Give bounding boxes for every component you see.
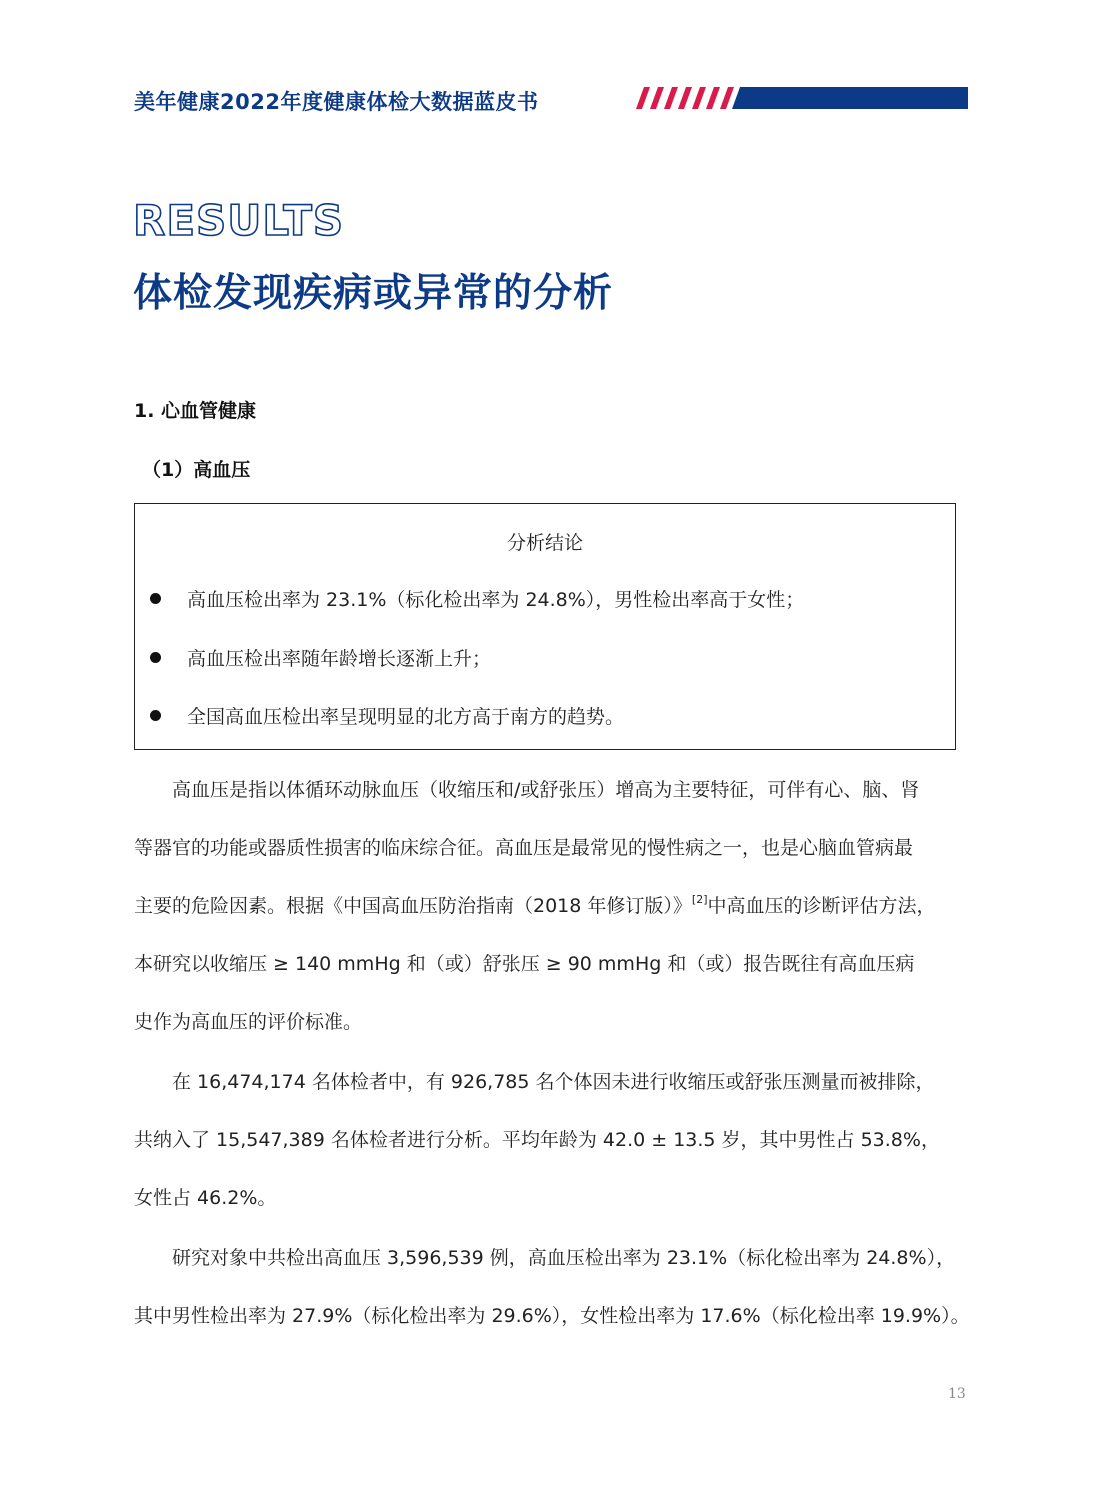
- bullet-dot-icon: [150, 593, 161, 604]
- paragraph-line: [134, 761, 970, 819]
- paragraph-text: 中高血压的诊断评估方法，: [707, 895, 936, 917]
- bullet-text: 高血压检出率随年龄增长逐渐上升；: [187, 647, 492, 670]
- paragraph-line: [134, 1053, 970, 1111]
- list-item: [135, 700, 955, 730]
- paragraph-text: 主要的危险因素。根据《中国高血压防治指南（2018 年修订版）》: [134, 895, 692, 917]
- paragraph-line: [134, 1169, 970, 1227]
- list-item: [135, 642, 955, 672]
- bullet-text: 全国高血压检出率呈现明显的北方高于南方的趋势。: [187, 705, 625, 728]
- page-number: 13: [948, 1386, 966, 1402]
- conclusion-title: 分析结论: [506, 532, 583, 554]
- paragraph-text: 共纳入了 15,547,389 名体检者进行分析。平均年龄为 42.0 ± 13.5 岁，其中男性占 53.8%，: [134, 1129, 940, 1151]
- paragraph-definition: [134, 761, 970, 1051]
- paragraph-text: 在 16,474,174 名体检者中，有 926,785 名个体因未进行收缩压或舒张压测量而被排除，: [172, 1071, 935, 1093]
- paragraph-text: 史作为高血压的评价标准。: [134, 1011, 363, 1033]
- paragraph-text: 研究对象中共检出高血压 3,596,539 例，高血压检出率为 23.1%（标化检出率为 24.8%），: [172, 1247, 956, 1269]
- paragraph-text: 等器官的功能或器质性损害的临床综合征。高血压是最常见的慢性病之一，也是心脑血管病最: [134, 837, 914, 859]
- paragraph-results: [134, 1229, 970, 1345]
- paragraph-line: [134, 1287, 970, 1345]
- paragraph-line: [134, 877, 970, 935]
- paragraph-line: [134, 993, 970, 1051]
- header-stripe-decoration: [628, 87, 968, 109]
- subsection-heading: （1）高血压: [142, 459, 251, 481]
- report-title: 美年健康2022年度健康体检大数据蓝皮书: [134, 90, 539, 114]
- results-label: RESULTS: [133, 196, 345, 245]
- paragraph-text: 高血压是指以体循环动脉血压（收缩压和/或舒张压）增高为主要特征，可伴有心、脑、肾: [172, 779, 920, 801]
- bullet-text: 高血压检出率为 23.1%（标化检出率为 24.8%），男性检出率高于女性；: [187, 588, 805, 611]
- conclusion-box: [134, 503, 956, 750]
- section-heading: 1. 心血管健康: [134, 400, 257, 422]
- page-title: 体检发现疾病或异常的分析: [133, 271, 614, 316]
- paragraph-text: 其中男性检出率为 27.9%（标化检出率为 29.6%），女性检出率为 17.6%（标化检出率 19.9%）。: [134, 1305, 970, 1327]
- paragraph-line: [134, 935, 970, 993]
- paragraph-line: [134, 819, 970, 877]
- paragraph-text: 本研究以收缩压 ≥ 140 mmHg 和（或）舒张压 ≥ 90 mmHg 和（或）报告既往有高血压病: [134, 953, 915, 975]
- reference-marker[interactable]: [2]: [691, 893, 708, 906]
- list-item: [135, 583, 955, 613]
- paragraph-sample: [134, 1053, 970, 1227]
- bullet-dot-icon: [150, 710, 161, 721]
- paragraph-line: [134, 1229, 970, 1287]
- bullet-dot-icon: [150, 652, 161, 663]
- paragraph-text: 女性占 46.2%。: [134, 1187, 277, 1209]
- paragraph-line: [134, 1111, 970, 1169]
